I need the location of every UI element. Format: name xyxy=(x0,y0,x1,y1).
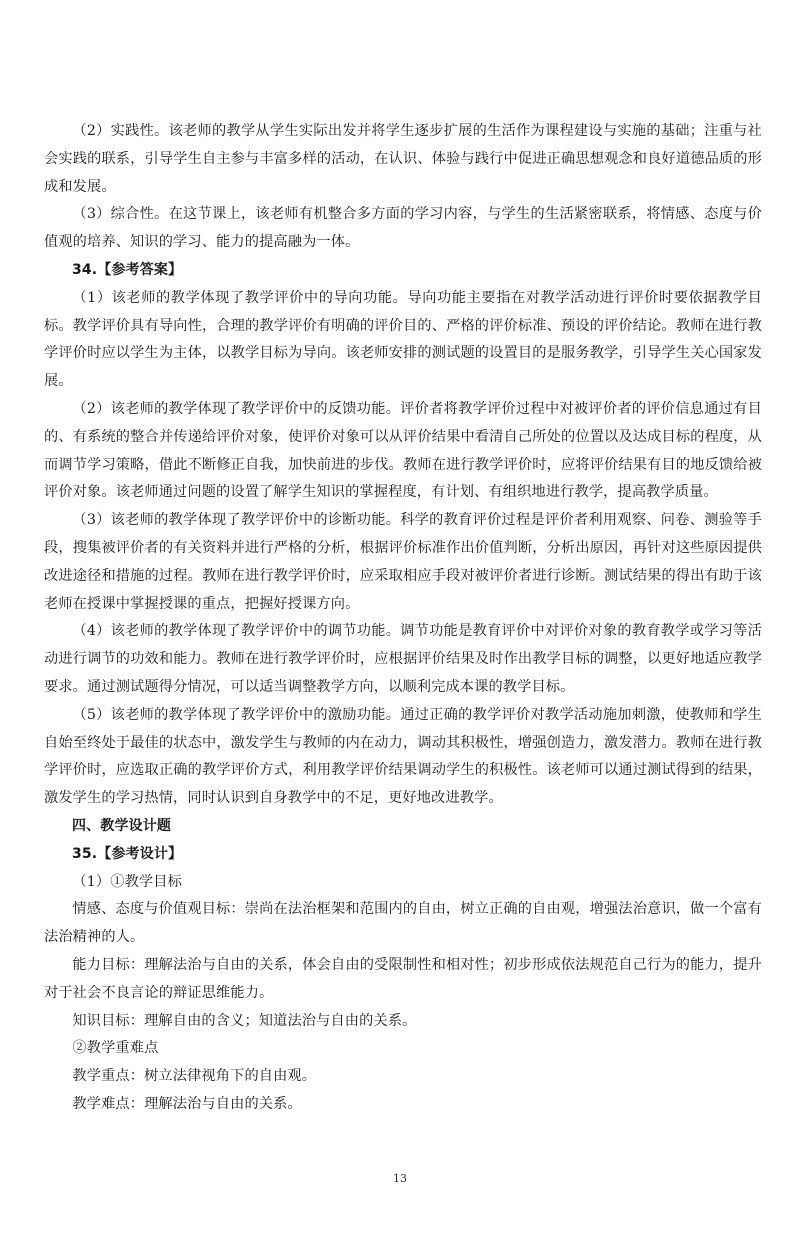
paragraph: （2）实践性。该老师的教学从学生实际出发并将学生逐步扩展的生活作为课程建设与实施的基础；注重与社会实践的联系，引导学生自主参与丰富多样的活动，在认识、体验与践行中促进正确思想观念和良好道德品质的形成和发展。 xyxy=(44,123,762,195)
paragraph: 教学重点：树立法律视角下的自由观。 xyxy=(72,1068,317,1085)
paragraph: 能力目标：理解法治与自由的关系，体会自由的受限制性和相对性；初步形成依法规范自己行为的能力，提升对于社会不良言论的辩证思维能力。 xyxy=(44,956,762,1001)
section-heading: 四、教学设计题 xyxy=(72,817,172,834)
paragraph: （3）综合性。在这节课上，该老师有机整合多方面的学习内容，与学生的生活紧密联系，将情感、态度与价值观的培养、知识的学习、能力的提高融为一体。 xyxy=(44,206,762,251)
paragraph: （4）该老师的教学体现了教学评价中的调节功能。调节功能是教育评价中对评价对象的教育教学或学习等活动进行调节的功效和能力。教师在进行教学评价时，应根据评价结果及时作出教学目标的调整，以更好地适应教学要求。通过测试题得分情况，可以适当调整教学方向，以顺利完成本课的教学目标。 xyxy=(44,623,762,695)
paragraph: 教学难点：理解法治与自由的关系。 xyxy=(72,1095,302,1112)
paragraph: （2）该老师的教学体现了教学评价中的反馈功能。评价者将教学评价过程中对被评价者的评价信息通过有目的、有系统的整合并传递给评价对象，使评价对象可以从评价结果中看清自己所处的位置以及达成目标的程度，从而调节学习策略，借此不断修正自我，加快前进的步伐。教师在进行教学评价时，应将评价结果有目的地反馈给被评价对象。该老师通过问题的设置了解学生知识的掌握程度，有计划、有组织地进行教学，提高教学质量。 xyxy=(44,400,762,501)
paragraph: （5）该老师的教学体现了教学评价中的激励功能。通过正确的教学评价对教学活动施加刺激，使教师和学生自始至终处于最佳的状态中，激发学生与教师的内在动力，调动其积极性，增强创造力，激发潜力。教师在进行教学评价时，应选取正确的教学评价方式，利用教学评价结果调动学生的积极性。该老师可以通过测试得到的结果，激发学生的学习热情，同时认识到自身教学中的不足，更好地改进教学。 xyxy=(44,706,762,807)
paragraph: 知识目标：理解自由的含义；知道法治与自由的关系。 xyxy=(72,1012,417,1029)
document-body xyxy=(44,118,762,1119)
paragraph: （1）①教学目标 xyxy=(72,873,182,890)
page-number: 13 xyxy=(393,1172,407,1185)
paragraph: （3）该老师的教学体现了教学评价中的诊断功能。科学的教育评价过程是评价者利用观察、问卷、测验等手段，搜集被评价者的有关资料并进行严格的分析，根据评价标准作出价值判断，分析出原因，再针对这些原因提供改进途径和措施的过程。教师在进行教学评价时，应采取相应手段对被评价者进行诊断。测试结果的得出有助于该老师在授课中掌握授课的重点，把握好授课方向。 xyxy=(44,512,762,612)
paragraph: ②教学重难点 xyxy=(72,1040,159,1057)
paragraph: （1）该老师的教学体现了教学评价中的导向功能。导向功能主要指在对教学活动进行评价时要依据教学目标。教学评价具有导向性，合理的教学评价有明确的评价目的、严格的评价标准、预设的评价结论。教师在进行教学评价时应以学生为主体，以教学目标为导向。该老师安排的测试题的设置目的是服务教学，引导学生关心国家发展。 xyxy=(44,289,762,390)
paragraph: 情感、态度与价值观目标：崇尚在法治框架和范围内的自由，树立正确的自由观，增强法治意识，做一个富有法治精神的人。 xyxy=(44,901,762,946)
section-heading: 34.【参考答案】 xyxy=(72,261,183,278)
section-heading: 35.【参考设计】 xyxy=(72,845,183,862)
